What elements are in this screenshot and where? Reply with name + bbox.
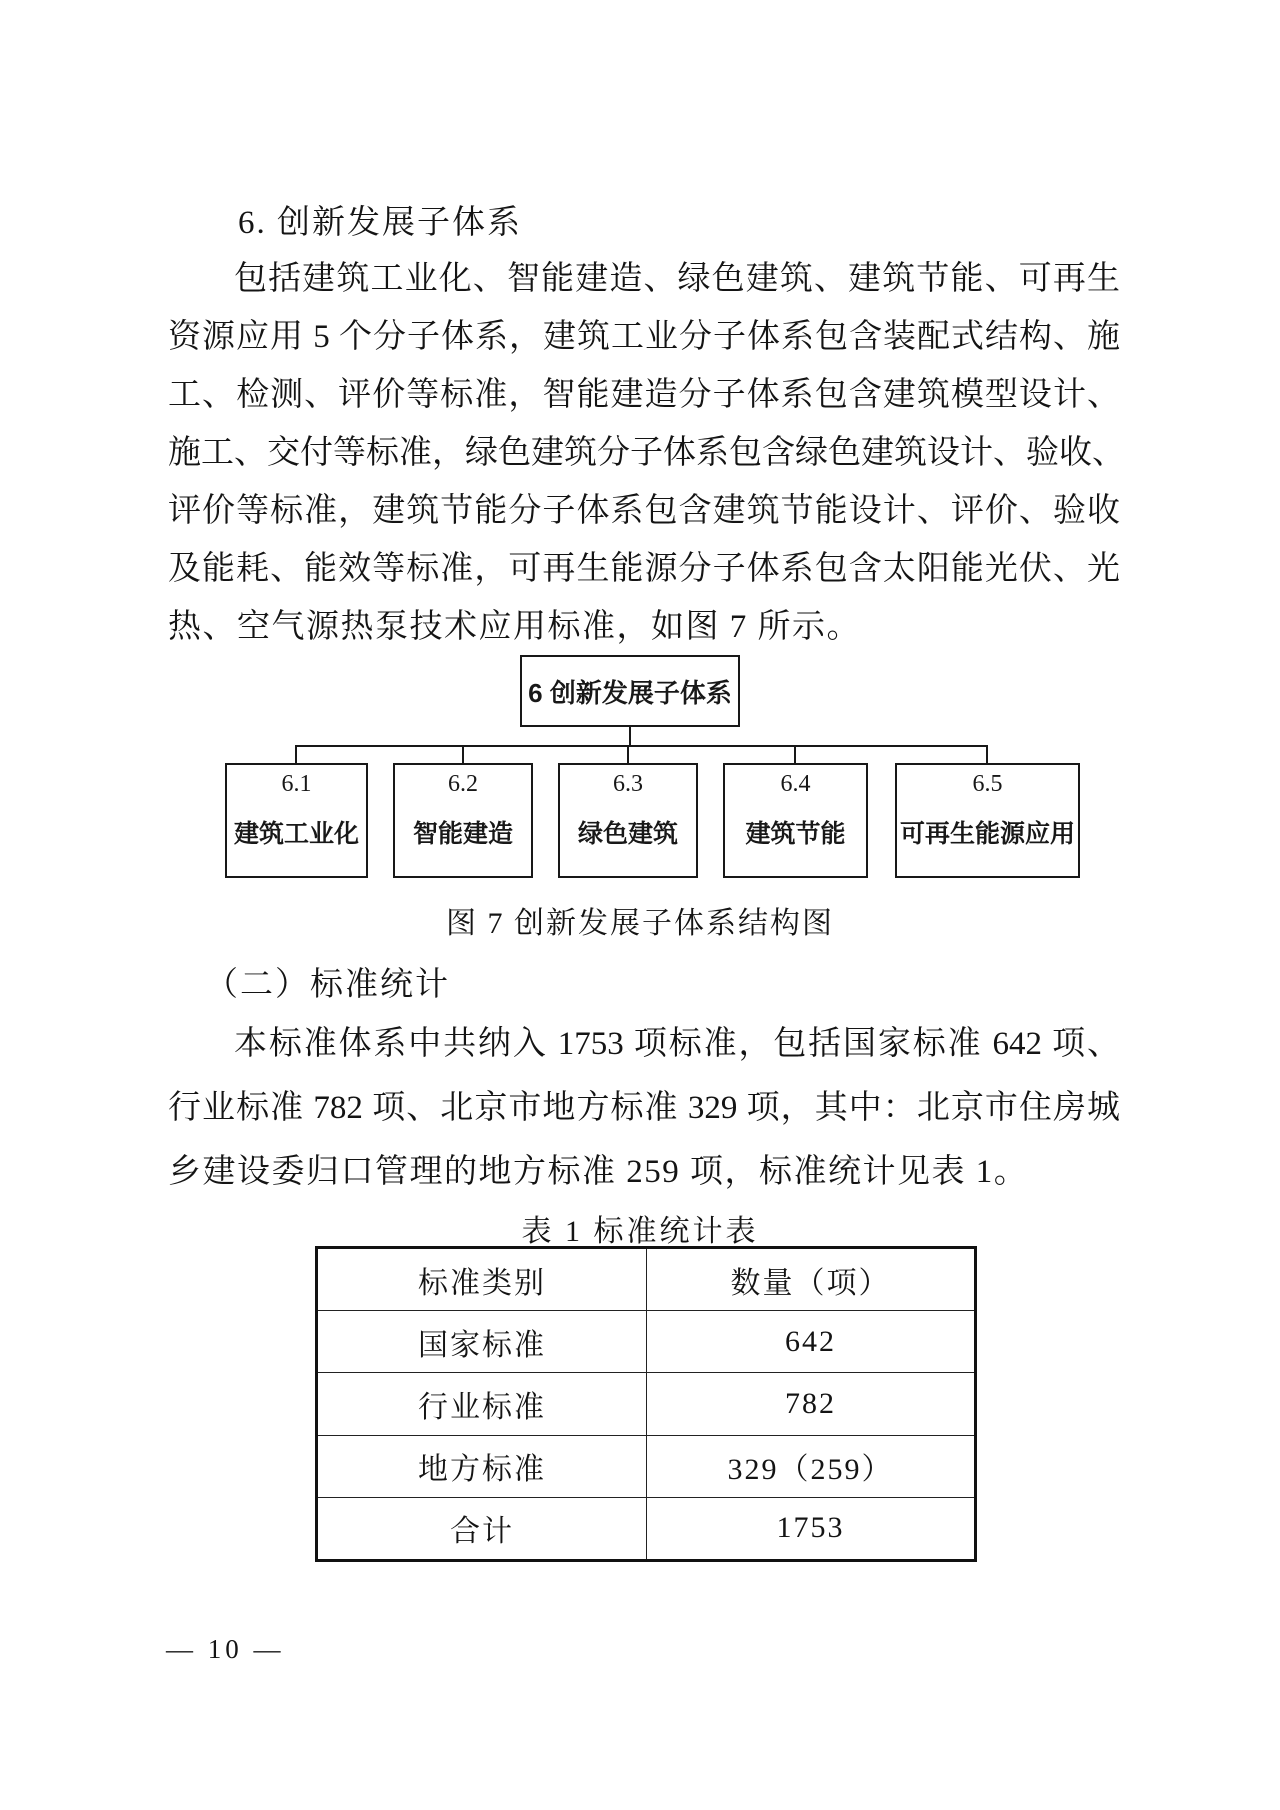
paragraph-line: 包括建筑工业化、智能建造、绿色建筑、建筑节能、可再生 (234, 261, 1120, 297)
org-chart-root-box (520, 655, 740, 727)
table-header-row (317, 1248, 976, 1311)
table-row (317, 1311, 976, 1373)
paragraph-line: 资源应用 5 个分子体系，建筑工业分子体系包含装配式结构、施 (168, 319, 1120, 355)
paragraph-line: 热、空气源热泵技术应用标准，如图 7 所示。 (168, 609, 861, 645)
section6-paragraph (168, 250, 1125, 656)
paragraph-line: 评价等标准，建筑节能分子体系包含建筑节能设计、评价、验收 (168, 493, 1120, 529)
connector-line (794, 745, 796, 764)
header-category: 标准类别 (317, 1248, 647, 1311)
connector-line (295, 745, 988, 747)
box-label: 绿色建筑 (577, 820, 678, 848)
connector-line (627, 745, 629, 764)
org-chart-box-6-4 (723, 763, 868, 878)
org-chart-box-6-1 (225, 763, 368, 878)
box-number: 6.4 (780, 771, 811, 797)
org-chart-box-6-2 (393, 763, 533, 878)
cell-category: 国家标准 (317, 1311, 647, 1373)
box-label: 智能建造 (412, 820, 513, 848)
table-row (317, 1373, 976, 1435)
box-number: 6.3 (613, 771, 643, 797)
section6-heading: 6. 创新发展子体系 (238, 205, 522, 241)
cell-count: 642 (647, 1311, 976, 1373)
table-row (317, 1497, 976, 1560)
page-number: — 10 — (166, 1634, 285, 1664)
connector-line (986, 745, 988, 764)
org-chart-box-6-5 (895, 763, 1080, 878)
standards-statistics-table (315, 1246, 977, 1562)
table1-title: 表 1 标准统计表 (521, 1215, 759, 1248)
paragraph-line: 工、检测、评价等标准，智能建造分子体系包含建筑模型设计、 (168, 377, 1120, 413)
paragraph-line: 行业标准 782 项、北京市地方标准 329 项，其中：北京市住房城 (168, 1090, 1120, 1126)
org-chart-root-label: 6 创新发展子体系 (528, 677, 732, 708)
table-row (317, 1435, 976, 1497)
cell-category: 行业标准 (317, 1373, 647, 1435)
connector-line (629, 726, 631, 746)
box-label: 建筑节能 (745, 820, 846, 848)
connector-line (295, 745, 297, 764)
box-label: 可再生能源应用 (899, 820, 1075, 848)
cell-count: 1753 (647, 1497, 976, 1560)
paragraph-line: 本标准体系中共纳入 1753 项标准，包括国家标准 642 项、 (234, 1026, 1120, 1062)
cell-category: 合计 (317, 1497, 647, 1560)
stats-paragraph (168, 1012, 1120, 1204)
paragraph-line: 施工、交付等标准，绿色建筑分子体系包含绿色建筑设计、验收、 (168, 435, 1125, 471)
box-number: 6.1 (281, 771, 312, 797)
box-number: 6.5 (972, 771, 1003, 797)
cell-count: 329（259） (647, 1435, 976, 1497)
figure7-caption: 图 7 创新发展子体系结构图 (446, 907, 834, 940)
paragraph-line: 乡建设委归口管理的地方标准 259 项，标准统计见表 1。 (168, 1154, 1029, 1190)
box-label: 建筑工业化 (233, 820, 359, 848)
cell-category: 地方标准 (317, 1435, 647, 1497)
cell-count: 782 (647, 1373, 976, 1435)
org-chart-box-6-3 (558, 763, 698, 878)
header-count: 数量（项） (647, 1248, 976, 1311)
section-stats-heading: （二）标准统计 (205, 967, 450, 1003)
box-number: 6.2 (448, 771, 478, 797)
paragraph-line: 及能耗、能效等标准，可再生能源分子体系包含太阳能光伏、光 (168, 551, 1120, 587)
connector-line (462, 745, 464, 764)
